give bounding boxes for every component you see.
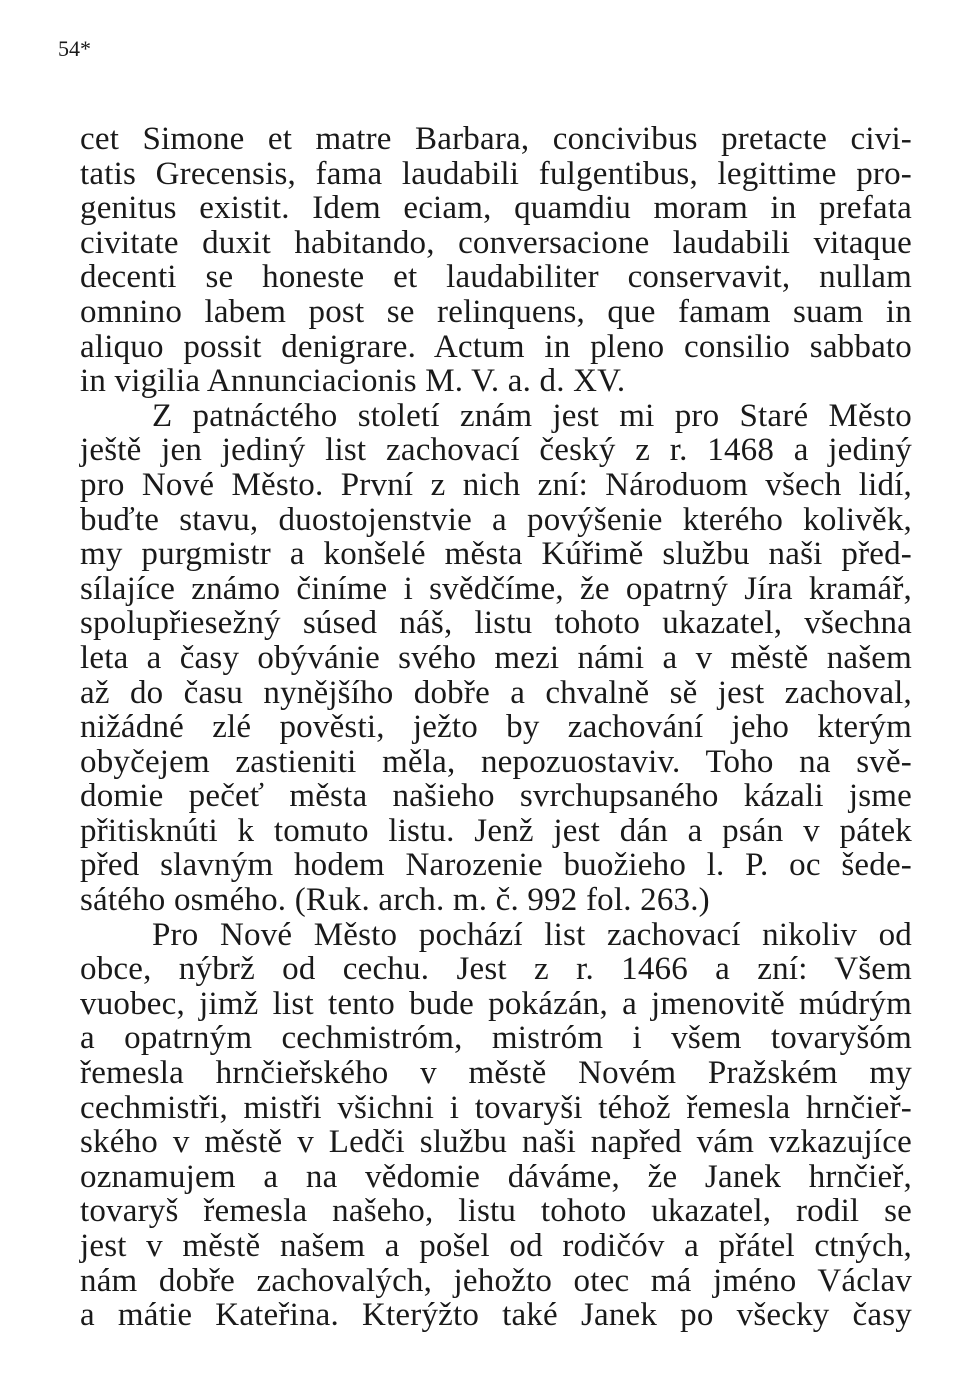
text-line: vuobec, jimž list tento bude pokázán, a jmenovitě múdrým	[80, 985, 912, 1022]
text-line: a opatrným cechmistróm, mistróm i všem tovaryšóm	[80, 1020, 912, 1057]
text-line: až do času nynějšího dobře a chvalně sě jest zachoval,	[80, 674, 912, 711]
text-line: omnino labem post se relinquens, que famam suam in	[80, 293, 912, 330]
text-line: spolupřiesežný súsed náš, listu tohoto ukazatel, všechna	[80, 605, 912, 642]
text-line: obyčejem zastieniti měla, nepozuostaviv. Toho na svě-	[80, 743, 912, 780]
text-line: oznamujem a na vědomie dáváme, že Janek hrnčieř,	[80, 1158, 912, 1195]
page-number: 54*	[58, 36, 91, 61]
text-line: in vigilia Annunciacionis M. V. a. d. XV.	[80, 363, 626, 400]
text-line: domie pečeť města našieho svrchupsaného kázali jsme	[80, 778, 912, 815]
text-line: přitisknúti k tomuto listu. Jenž jest dán a psán v pátek	[80, 812, 912, 849]
text-line: cechmistři, mistři všichni i tovaryši téhož řemesla hrnčieř-	[80, 1089, 912, 1126]
text-line: před slavným hodem Narozenie buožieho l. P. oc šede-	[80, 847, 912, 884]
text-line: tovaryš řemesla našeho, listu tohoto ukazatel, rodil se	[80, 1193, 912, 1230]
text-line: Pro Nové Město pochází list zachovací nikoliv od	[152, 916, 912, 953]
text-line: sátého osmého. (Ruk. arch. m. č. 992 fol. 263.)	[80, 882, 710, 919]
text-line: a mátie Kateřina. Kterýžto také Janek po všecky časy	[80, 1297, 912, 1334]
text-line: řemesla hrnčieřského v městě Novém Pražském my	[80, 1055, 912, 1092]
text-line: obce, nýbrž od cechu. Jest z r. 1466 a zní: Všem	[80, 951, 912, 988]
text-line: pro Nové Město. První z nich zní: Národuom všech lidí,	[80, 466, 912, 503]
text-line: buďte stavu, duostojenstvie a povýšenie kterého kolivěk,	[80, 501, 912, 538]
text-line: civitate duxit habitando, conversacione laudabili vitaque	[80, 224, 912, 261]
text-line: my purgmistr a konšelé města Kúřimě službu naši před-	[80, 536, 912, 573]
text-line: nižádné zlé pověsti, ježto by zachování jeho kterým	[80, 709, 912, 746]
text-line: tatis Grecensis, fama laudabili fulgentibus, legittime pro-	[80, 155, 912, 192]
text-line: cet Simone et matre Barbara, concivibus pretacte civi-	[80, 121, 912, 157]
text-line: jest v městě našem a pošel od rodičóv a přátel ctných,	[80, 1228, 912, 1264]
text-line: aliquo possit denigrare. Actum in pleno consilio sabbato	[80, 328, 912, 365]
text-line: Z patnáctého století znám jest mi pro Staré Město	[152, 397, 912, 434]
text-line: leta a časy obývánie svého mezi námi a v městě našem	[80, 639, 912, 676]
text-line: genitus existit. Idem eciam, quamdiu moram in prefata	[80, 190, 912, 227]
text-line: nám dobře zachovalých, jehožto otec má jméno Václav	[80, 1262, 912, 1299]
text-line: sílajíce známo činíme i svědčíme, že opatrný Jíra kramář,	[80, 570, 912, 607]
text-line: ského v městě v Ledči službu naši napřed vám vzkazujíce	[80, 1124, 912, 1161]
text-line: decenti se honeste et laudabiliter conservavit, nullam	[80, 259, 912, 296]
body-text	[80, 122, 912, 1333]
text-line: ještě jen jediný list zachovací český z r. 1468 a jediný	[80, 432, 912, 469]
